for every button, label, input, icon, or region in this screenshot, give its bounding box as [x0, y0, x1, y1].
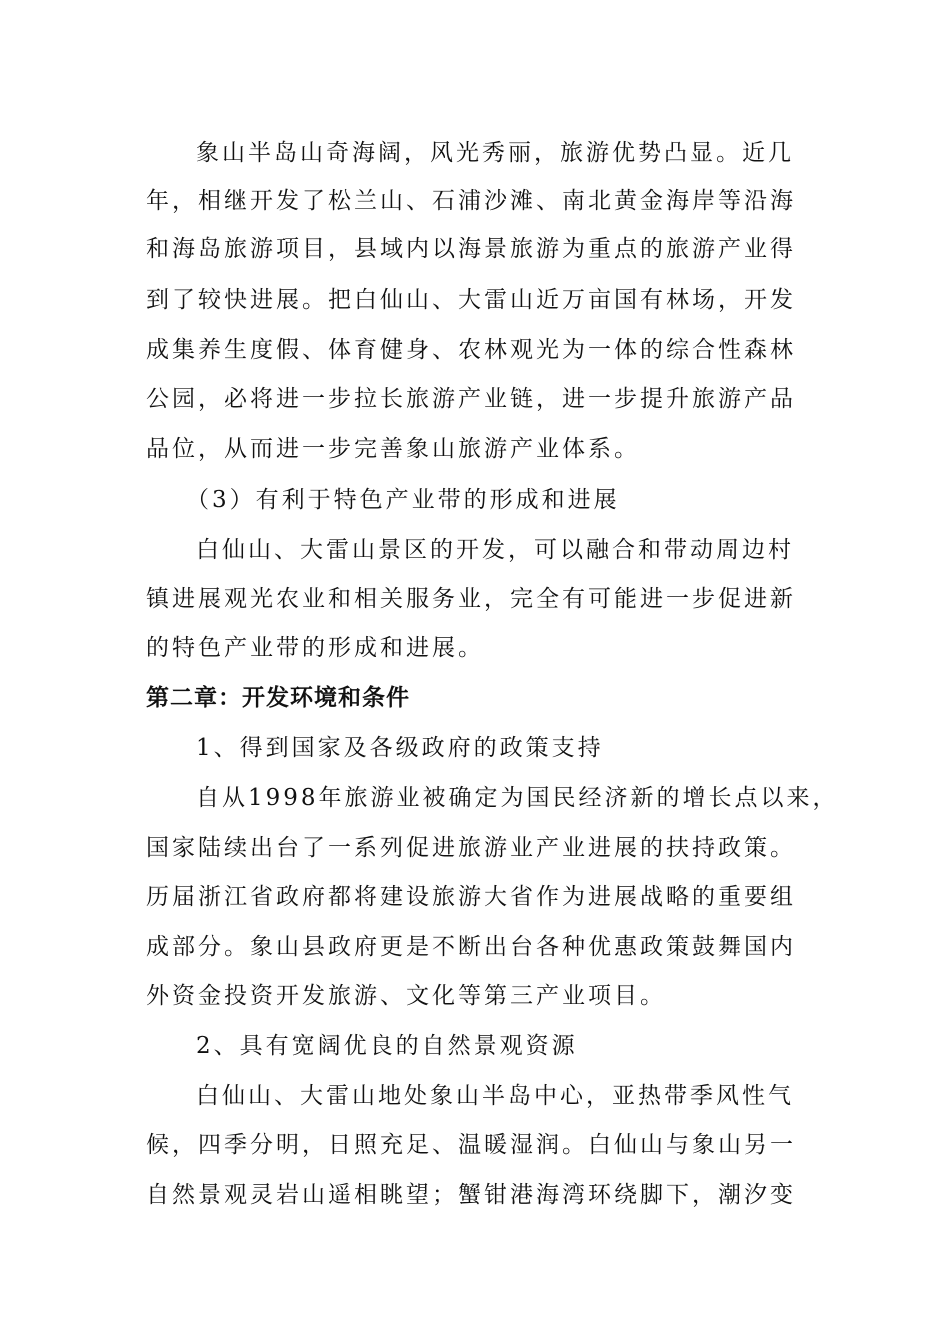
paragraph-line: 镇进展观光农业和相关服务业，完全有可能进一步促进新: [146, 586, 796, 612]
paragraph-line: 白仙山、大雷山地处象山半岛中心，亚热带季风性气: [196, 1083, 794, 1109]
paragraph-line: 到了较快进展。把白仙山、大雷山近万亩国有林场，开发: [146, 287, 796, 313]
paragraph-line: 的特色产业带的形成和进展。: [146, 635, 484, 661]
paragraph-line: 白仙山、大雷山景区的开发，可以融合和带动周边村: [196, 537, 794, 563]
section-heading: 1、得到国家及各级政府的政策支持: [196, 735, 604, 761]
paragraph-line: 国家陆续出台了一系列促进旅游业产业进展的扶持政策。: [146, 835, 796, 861]
paragraph-line: 年，相继开发了松兰山、石浦沙滩、南北黄金海岸等沿海: [146, 188, 796, 214]
paragraph-line: 象山半岛山奇海阔，风光秀丽，旅游优势凸显。近几: [196, 140, 794, 166]
paragraph-line: 成部分。象山县政府更是不断出台各种优惠政策鼓舞国内: [146, 934, 796, 960]
paragraph-line: 外资金投资开发旅游、文化等第三产业项目。: [146, 983, 666, 1009]
paragraph-line: 和海岛旅游项目，县域内以海景旅游为重点的旅游产业得: [146, 236, 796, 262]
paragraph-line: 候，四季分明，日照充足、温暖湿润。白仙山与象山另一: [146, 1132, 796, 1158]
paragraph-line: 成集养生度假、体育健身、农林观光为一体的综合性森林: [146, 337, 796, 363]
chapter-heading: 第二章：开发环境和条件: [146, 685, 410, 711]
paragraph-line: 自然景观灵岩山遥相眺望；蟹钳港海湾环绕脚下，潮汐变: [146, 1182, 796, 1208]
paragraph-line: 自从1998年旅游业被确定为国民经济新的增长点以来，: [196, 785, 839, 811]
paragraph-line: 品位，从而进一步完善象山旅游产业体系。: [146, 436, 640, 462]
paragraph-line: 公园，必将进一步拉长旅游产业链，进一步提升旅游产品: [146, 386, 796, 412]
subsection-heading: （3）有利于特色产业带的形成和进展: [186, 487, 620, 513]
paragraph-line: 历届浙江省政府都将建设旅游大省作为进展战略的重要组: [146, 884, 796, 910]
section-heading: 2、具有宽阔优良的自然景观资源: [196, 1033, 578, 1059]
